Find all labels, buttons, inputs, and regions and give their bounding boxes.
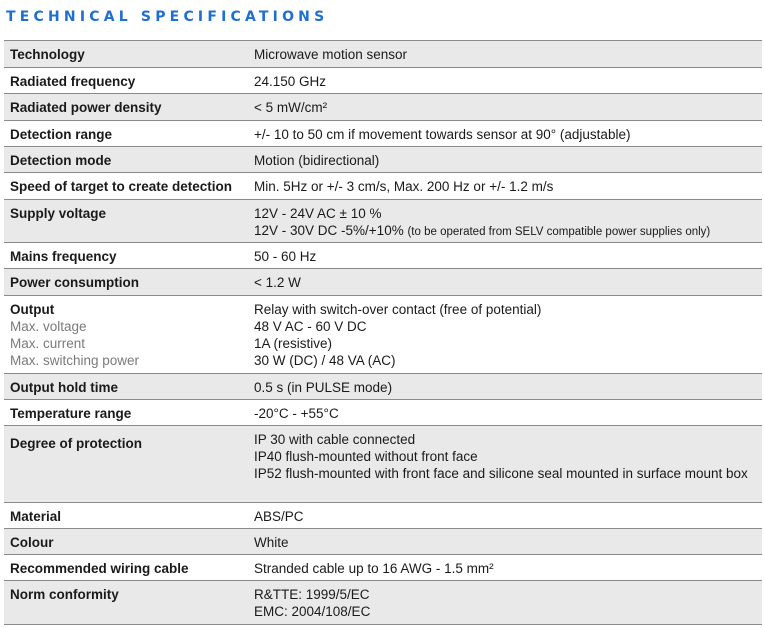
row-value: < 1.2 W xyxy=(254,275,301,290)
row-value: IP40 flush-mounted without front face xyxy=(254,449,478,464)
row-value: < 5 mW/cm² xyxy=(254,100,328,115)
table-row xyxy=(4,243,762,269)
table-row xyxy=(4,173,762,200)
row-value: 12V - 24V AC ± 10 % xyxy=(254,206,382,221)
row-value: 24.150 GHz xyxy=(254,74,327,89)
row-value: Min. 5Hz or +/- 3 cm/s, Max. 200 Hz or +/- 1.2 m/s xyxy=(254,179,554,194)
table-row xyxy=(4,200,762,243)
row-value: Motion (bidirectional) xyxy=(254,153,380,168)
table-row xyxy=(4,503,762,529)
row-value: 30 W (DC) / 48 VA (AC) xyxy=(254,353,396,368)
row-label: Detection range xyxy=(10,127,113,142)
row-value: White xyxy=(254,535,289,550)
row-label: Speed of target to create detection xyxy=(10,179,233,194)
table-row xyxy=(4,41,762,68)
row-label: Mains frequency xyxy=(10,249,117,264)
table-row xyxy=(4,68,762,94)
row-note: (to be operated from SELV compatible power supplies only) xyxy=(407,226,711,238)
row-sublabel: Max. voltage xyxy=(10,319,87,334)
row-label: Power consumption xyxy=(10,275,140,290)
row-value: +/- 10 to 50 cm if movement towards sensor at 90° (adjustable) xyxy=(254,127,631,142)
row-value: EMC: 2004/108/EC xyxy=(254,604,371,619)
row-label: Recommended wiring cable xyxy=(10,561,189,576)
table-row xyxy=(4,374,762,400)
row-label: Radiated power density xyxy=(10,100,162,115)
row-label: Temperature range xyxy=(10,406,132,421)
row-label: Material xyxy=(10,509,62,524)
row-value: 48 V AC - 60 V DC xyxy=(254,319,367,334)
row-value: 0.5 s (in PULSE mode) xyxy=(254,380,393,395)
table-row xyxy=(4,426,762,503)
row-label: Output hold time xyxy=(10,380,118,395)
row-value: ABS/PC xyxy=(254,509,304,524)
row-value: IP 30 with cable connected xyxy=(254,432,416,447)
table-row xyxy=(4,269,762,296)
table-row xyxy=(4,400,762,426)
row-label: Supply voltage xyxy=(10,206,107,221)
row-sublabel: Max. current xyxy=(10,336,86,351)
row-value: Stranded cable up to 16 AWG - 1.5 mm² xyxy=(254,561,494,576)
row-value: 1A (resistive) xyxy=(254,336,333,351)
row-value: IP52 flush-mounted with front face and silicone seal mounted in surface mount box xyxy=(254,466,748,481)
table-row xyxy=(4,296,762,374)
table-row xyxy=(4,147,762,173)
row-label: Norm conformity xyxy=(10,587,119,602)
table-row xyxy=(4,94,762,121)
specs-table xyxy=(4,40,762,625)
row-value: -20°C - +55°C xyxy=(254,406,339,421)
table-row xyxy=(4,555,762,581)
row-value: 12V - 30V DC -5%/+10% xyxy=(254,223,404,238)
row-label: Degree of protection xyxy=(10,436,143,451)
row-value: 50 - 60 Hz xyxy=(254,249,317,264)
row-label: Technology xyxy=(10,47,85,62)
row-label: Radiated frequency xyxy=(10,74,136,89)
row-label: Colour xyxy=(10,535,54,550)
row-label: Output xyxy=(10,302,55,317)
table-row xyxy=(4,121,762,147)
row-value: Microwave motion sensor xyxy=(254,47,408,62)
row-value: R&TTE: 1999/5/EC xyxy=(254,587,370,602)
row-sublabel: Max. switching power xyxy=(10,353,140,368)
row-label: Detection mode xyxy=(10,153,112,168)
row-value: Relay with switch-over contact (free of potential) xyxy=(254,302,542,317)
table-row xyxy=(4,581,762,625)
table-row xyxy=(4,529,762,555)
page-title: TECHNICAL SPECIFICATIONS xyxy=(6,9,329,25)
